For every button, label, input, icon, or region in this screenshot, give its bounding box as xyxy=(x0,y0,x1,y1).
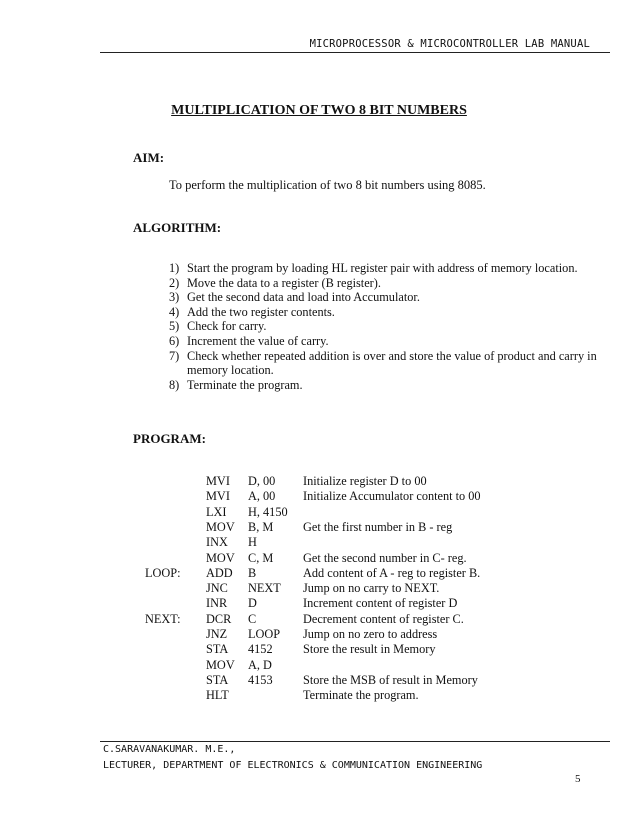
footer-position: LECTURER, DEPARTMENT OF ELECTRONICS & COMMUNICATION ENGINEERING xyxy=(103,760,483,771)
step-number: 3) xyxy=(169,290,180,305)
aim-text: To perform the multiplication of two 8 bit numbers using 8085. xyxy=(169,178,486,192)
step-text: Move the data to a register (B register). xyxy=(187,275,381,290)
algorithm-step xyxy=(169,319,607,334)
program-comment: Store the MSB of result in Memory xyxy=(303,672,478,687)
step-number: 8) xyxy=(169,377,180,392)
step-text: Check for carry. xyxy=(187,319,267,334)
program-opcode: ADD xyxy=(206,565,233,580)
algorithm-list xyxy=(169,261,607,392)
algorithm-step xyxy=(169,349,607,378)
program-comment: Initialize register D to 00 xyxy=(303,474,427,488)
program-comment: Store the result in Memory xyxy=(303,642,436,657)
step-number: 2) xyxy=(169,275,180,290)
step-number: 6) xyxy=(169,333,180,348)
step-number: 5) xyxy=(169,319,180,334)
page-title: MULTIPLICATION OF TWO 8 BIT NUMBERS xyxy=(171,103,467,118)
program-opcode: LXI xyxy=(206,504,227,519)
footer-divider xyxy=(100,741,610,742)
program-opcode: MOV xyxy=(206,550,235,565)
program-label: NEXT: xyxy=(145,611,181,626)
step-text: Terminate the program. xyxy=(187,377,303,392)
program-comment: Jump on no zero to address xyxy=(303,627,438,641)
program-opcode: DCR xyxy=(206,611,232,626)
page-number: 5 xyxy=(575,773,581,785)
algorithm-step xyxy=(169,290,607,305)
step-number: 7) xyxy=(169,348,180,363)
step-text: Start the program by loading HL register pair with address of memory location. xyxy=(187,261,578,275)
program-operand: H, 4150 xyxy=(248,504,288,519)
program-operand: NEXT xyxy=(248,581,281,596)
program-operand: D xyxy=(248,596,257,611)
program-opcode: INX xyxy=(206,535,228,550)
step-number: 1) xyxy=(169,261,180,275)
step-text: Get the second data and load into Accumulator. xyxy=(187,290,420,305)
program-operand: B xyxy=(248,565,257,580)
program-comment: Get the second number in C- reg. xyxy=(303,550,467,565)
program-operand: B, M xyxy=(248,519,274,534)
program-comment: Jump on no carry to NEXT. xyxy=(303,581,440,596)
program-operand: A, D xyxy=(248,657,272,672)
footer-author: C.SARAVANAKUMAR. M.E., xyxy=(103,744,236,755)
program-operand: A, 00 xyxy=(248,489,276,504)
program-operand: 4152 xyxy=(248,642,273,657)
step-text: Check whether repeated addition is over and store the value of product and carry in memory location. xyxy=(187,348,597,378)
program-comment: Add content of A - reg to register B. xyxy=(303,565,481,580)
program-heading: PROGRAM: xyxy=(133,431,206,446)
program-comment: Get the first number in B - reg xyxy=(303,519,453,534)
program-opcode: JNZ xyxy=(206,627,228,641)
program-opcode: STA xyxy=(206,642,229,657)
program-comment: Initialize Accumulator content to 00 xyxy=(303,489,481,504)
program-operand: 4153 xyxy=(248,672,273,687)
algorithm-step xyxy=(169,378,607,393)
algorithm-step xyxy=(169,334,607,349)
page-header xyxy=(100,38,610,53)
program-operand: LOOP xyxy=(248,627,281,641)
step-text: Increment the value of carry. xyxy=(187,333,329,348)
algorithm-step xyxy=(169,305,607,320)
aim-heading: AIM: xyxy=(133,150,165,165)
program-opcode: INR xyxy=(206,596,228,611)
program-opcode: MOV xyxy=(206,519,235,534)
program-opcode: JNC xyxy=(206,581,228,596)
program-opcode: MVI xyxy=(206,489,230,504)
program-opcode: MOV xyxy=(206,657,235,672)
program-opcode: HLT xyxy=(206,688,229,703)
header-text: MICROPROCESSOR & MICROCONTROLLER LAB MANUAL xyxy=(309,38,590,50)
program-opcode: MVI xyxy=(206,474,230,488)
program-comment: Terminate the program. xyxy=(303,688,419,703)
step-number: 4) xyxy=(169,304,180,319)
program-operand: H xyxy=(248,535,257,550)
program-operand: C xyxy=(248,611,257,626)
program-comment: Decrement content of register C. xyxy=(303,611,464,626)
algorithm-step xyxy=(169,261,607,276)
program-operand: C, M xyxy=(248,550,274,565)
algorithm-step xyxy=(169,276,607,291)
program-label: LOOP: xyxy=(145,565,181,580)
algorithm-heading: ALGORITHM: xyxy=(133,220,222,235)
step-text: Add the two register contents. xyxy=(187,304,335,319)
program-opcode: STA xyxy=(206,672,229,687)
program-operand: D, 00 xyxy=(248,474,276,488)
program-comment: Increment content of register D xyxy=(303,596,458,611)
